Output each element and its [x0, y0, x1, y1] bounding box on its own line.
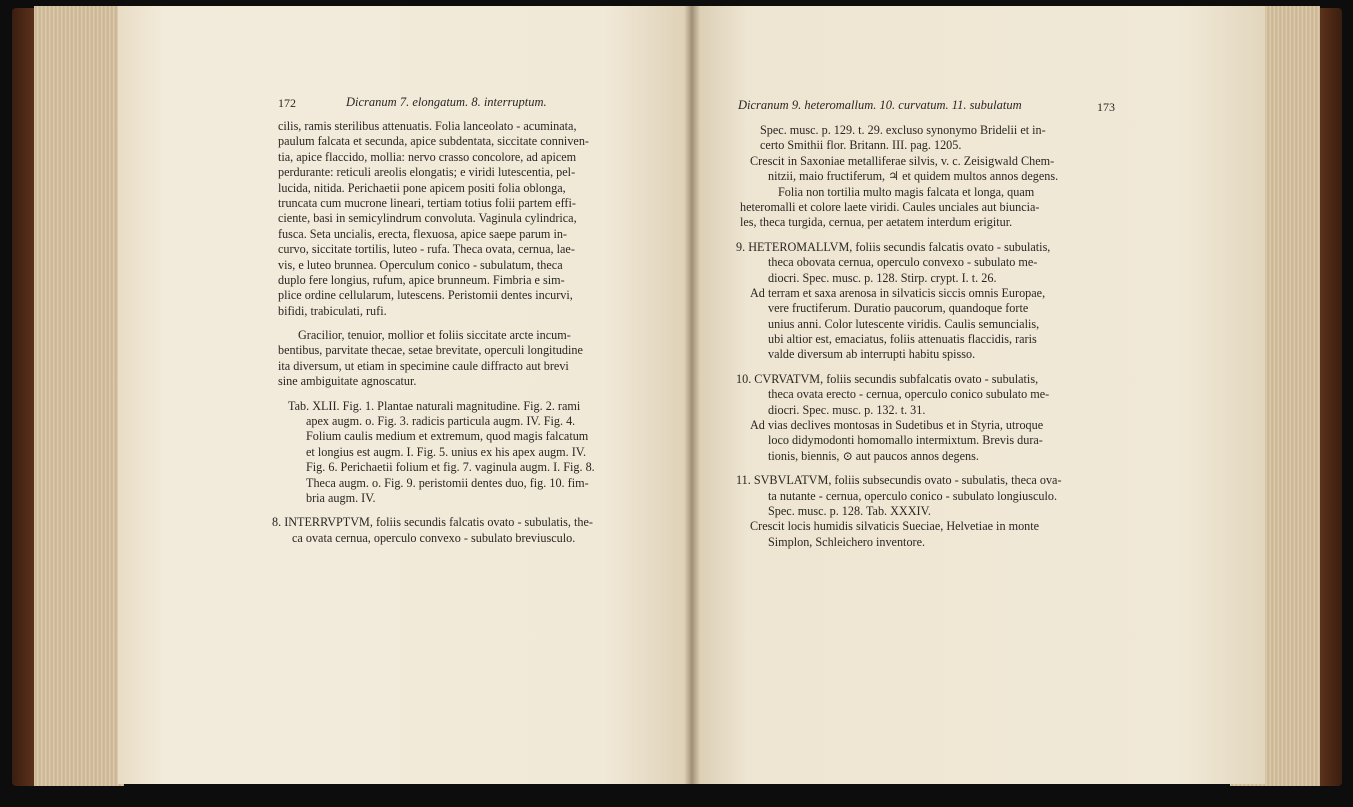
- text-line: les, theca turgida, cernua, per aetatem interdum erigitur.: [740, 215, 1013, 230]
- text-line: 11. SVBVLATVM, foliis subsecundis ovato - subulatis, theca ova-: [736, 473, 1062, 488]
- text-line: ubi altior est, emaciatus, foliis attenuatis flaccidis, raris: [768, 332, 1037, 347]
- text-line: fusca. Seta uncialis, erecta, flexuosa, apice saepe parum in-: [278, 226, 567, 241]
- right-page-body: [736, 123, 1180, 550]
- paragraph-references: [740, 123, 1180, 154]
- text-line: heteromalli et colore laete viridi. Caules unciales aut biuncia-: [740, 199, 1040, 214]
- text-line: unius anni. Color lutescente viridis. Caulis semuncialis,: [768, 316, 1040, 331]
- text-line: Spec. musc. p. 128. Tab. XXXIV.: [768, 503, 931, 518]
- text-line: ca ovata cernua, operculo convexo - subulato breviusculo.: [292, 530, 576, 545]
- text-line: 8. INTERRVPTVM, foliis secundis falcatis ovato - subulatis, the-: [272, 515, 593, 530]
- text-line: valde diversum ab interrupti habitu spisso.: [768, 347, 976, 362]
- text-line: bentibus, parvitate thecae, setae brevitate, operculi longitudine: [278, 343, 583, 358]
- text-line: truncata cum mucrone lineari, tertiam totius folii partem effi-: [278, 195, 576, 210]
- text-line: apex augm. o. Fig. 3. radicis particula augm. IV. Fig. 4.: [306, 414, 576, 429]
- text-line: Gracilior, tenuior, mollior et foliis siccitate arcte incum-: [298, 328, 571, 343]
- text-line: Ad vias declives montosas in Sudetibus et in Styria, utroque: [750, 418, 1044, 433]
- text-line: tionis, biennis, ⊙ aut paucos annos degens.: [768, 448, 979, 463]
- page-number: 172: [278, 96, 296, 110]
- running-head: Dicranum 7. elongatum. 8. interruptum.: [346, 95, 547, 109]
- text-line: diocri. Spec. musc. p. 128. Stirp. crypt. I. t. 26.: [768, 270, 997, 285]
- text-line: bifidi, trabiculati, rufi.: [278, 303, 387, 318]
- text-line: paulum falcata et secunda, apice subdentata, siccitate conniven-: [278, 134, 589, 149]
- text-line: lucida, nitida. Perichaetii pone apicem positi folia oblonga,: [278, 180, 566, 195]
- running-head: Dicranum 9. heteromallum. 10. curvatum. 11. subulatum: [738, 98, 1022, 112]
- paragraph-species-11: [736, 473, 1180, 550]
- text-line: Crescit locis humidis silvaticis Sueciae, Helvetiae in monte: [750, 519, 1040, 534]
- text-line: cilis, ramis sterilibus attenuatis. Folia lanceolato - acuminata,: [278, 119, 577, 133]
- text-line: duplo fere longius, rufum, apice brunneum. Fimbria e sim-: [278, 272, 565, 287]
- text-line: Folia non tortilia multo magis falcata et longa, quam: [778, 184, 1035, 199]
- text-line: loco didymodonti homomallo intermixtum. Brevis dura-: [768, 433, 1043, 448]
- text-line: perdurante: reticuli areolis elongatis; e viridi lutescentia, pel-: [278, 165, 576, 180]
- paragraph-species-9: [736, 239, 1180, 363]
- text-line: Tab. XLII. Fig. 1. Plantae naturali magnitudine. Fig. 2. rami: [288, 398, 581, 413]
- text-line: Spec. musc. p. 129. t. 29. excluso synonymo Bridelii et in-: [760, 123, 1046, 137]
- left-page: [118, 6, 690, 784]
- text-line: Folium caulis medium et extremum, quod magis falcatum: [306, 429, 589, 444]
- text-line: theca ovata erecto - cernua, operculo conico subulato me-: [768, 387, 1050, 402]
- text-line: curvo, siccitate tortilis, luteo - rufa. Theca ovata, cernua, lae-: [278, 242, 575, 257]
- text-line: ta nutante - cernua, operculo conico - subulato longiusculo.: [768, 488, 1058, 503]
- text-line: plice ordine cellularum, lutescens. Peristomii dentes incurvi,: [278, 288, 573, 303]
- text-line: certo Smithii flor. Britann. III. pag. 1205.: [760, 138, 962, 153]
- text-line: tia, apice flaccido, mollia: nervo crasso concolore, ad apicem: [278, 149, 577, 164]
- page-number: 173: [1097, 100, 1115, 114]
- text-line: ita diversum, ut etiam in specimine caule diffracto aut brevi: [278, 358, 569, 373]
- text-line: nitzii, maio fructiferum, ♃ et quidem multos annos degens.: [768, 169, 1059, 184]
- text-line: sine ambiguitate agnoscatur.: [278, 374, 417, 389]
- text-line: vis, e luteo brunnea. Operculum conico - subulatum, theca: [278, 257, 563, 272]
- text-line: 10. CVRVATVM, foliis secundis subfalcatis ovato - subulatis,: [736, 371, 1039, 386]
- text-line: diocri. Spec. musc. p. 132. t. 31.: [768, 402, 926, 417]
- text-line: vere fructiferum. Duratio paucorum, quandoque forte: [768, 301, 1029, 316]
- book-gutter: [684, 6, 700, 784]
- paragraph-species-10: [736, 371, 1180, 464]
- page-edges-left: [34, 6, 124, 786]
- text-line: 9. HETEROMALLVM, foliis secundis falcatis ovato - subulatis,: [736, 239, 1051, 254]
- text-line: Simplon, Schleichero inventore.: [768, 534, 926, 549]
- text-line: Ad terram et saxa arenosa in silvaticis siccis omnis Europae,: [750, 285, 1046, 300]
- paragraph-habitat: [740, 154, 1180, 231]
- text-line: Fig. 6. Perichaetii folium et fig. 7. vaginula augm. I. Fig. 8.: [306, 460, 595, 475]
- text-line: theca obovata cernua, operculo convexo - subulato me-: [768, 255, 1038, 270]
- text-line: ciente, basi in semicylindrum convoluta. Vaginula cylindrica,: [278, 211, 577, 226]
- text-line: et longius est augm. I. Fig. 5. unius ex his apex augm. IV.: [306, 444, 587, 459]
- text-line: Crescit in Saxoniae metalliferae silvis, v. c. Zeisigwald Chem-: [750, 153, 1055, 168]
- text-line: Theca augm. o. Fig. 9. peristomii dentes duo, fig. 10. fim-: [306, 475, 589, 490]
- right-page: [690, 6, 1265, 784]
- text-line: bria augm. IV.: [306, 490, 376, 505]
